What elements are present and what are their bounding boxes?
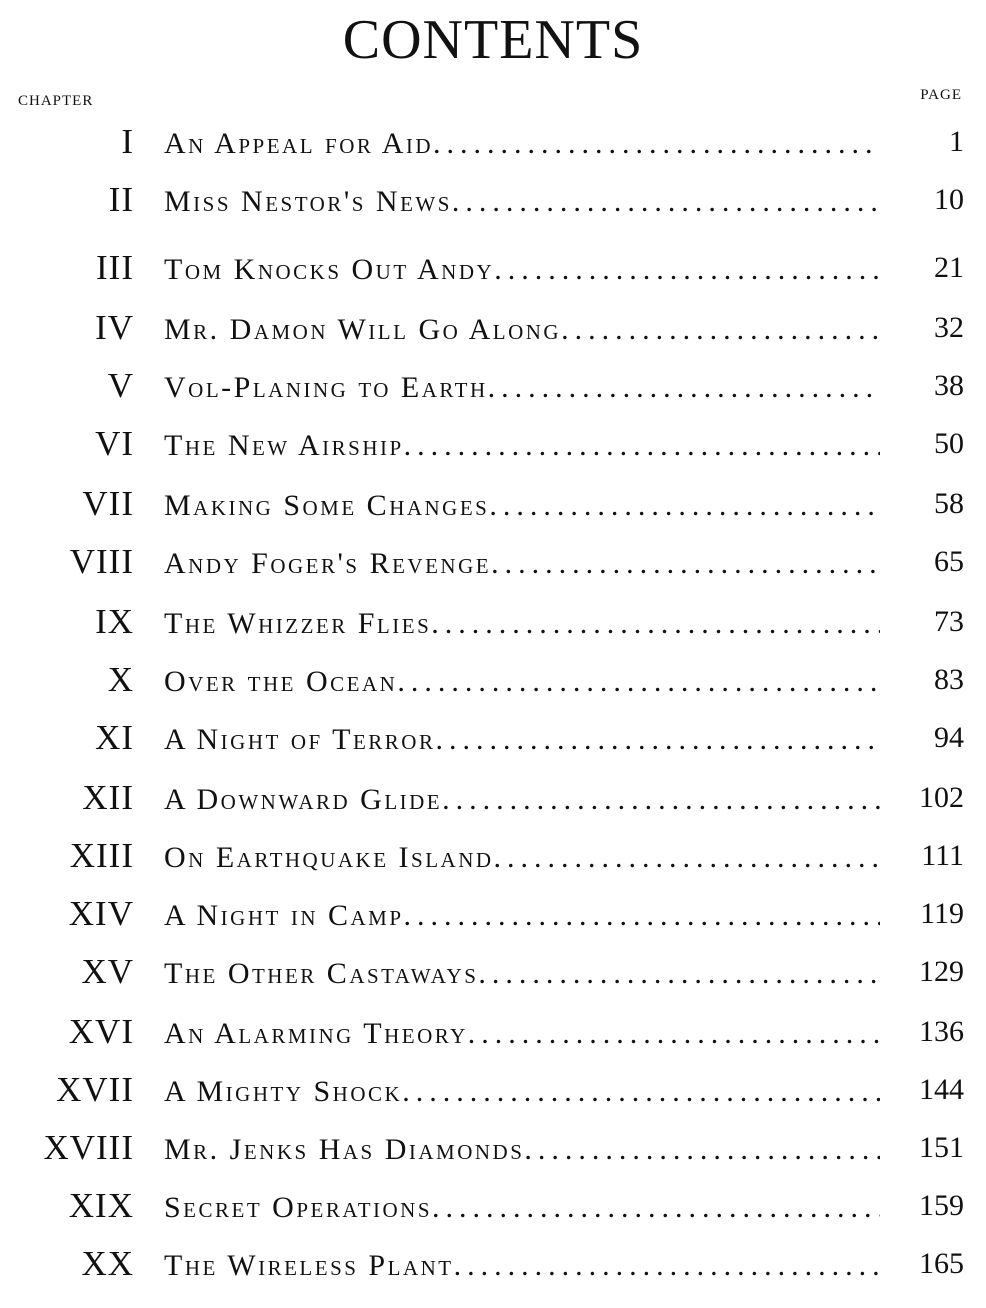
chapter-entry <box>164 896 880 936</box>
toc-row <box>0 1010 986 1054</box>
chapter-entry <box>164 780 880 820</box>
chapter-numeral: XIX <box>68 1186 134 1225</box>
dot-leader <box>432 1188 880 1228</box>
chapter-title: Secret Operations <box>164 1191 433 1224</box>
chapter-numeral: VIII <box>69 542 134 581</box>
page-number: 38 <box>934 369 964 402</box>
chapter-entry <box>164 1072 880 1112</box>
chapter-numeral: V <box>107 366 134 405</box>
dot-leader <box>454 1246 880 1286</box>
dot-leader <box>561 310 880 350</box>
chapter-entry <box>164 124 880 164</box>
page-number: 144 <box>919 1073 964 1106</box>
chapter-numeral: XIII <box>69 836 134 875</box>
page-number: 136 <box>919 1015 964 1048</box>
chapter-title: A Night in Camp <box>164 899 404 932</box>
chapter-entry <box>164 1188 880 1228</box>
chapter-entry <box>164 954 880 994</box>
page-number: 159 <box>919 1189 964 1222</box>
toc-row <box>0 834 986 878</box>
dot-leader <box>468 1014 880 1054</box>
toc-row <box>0 422 986 466</box>
page-number: 10 <box>934 183 964 216</box>
chapter-numeral: XVII <box>56 1070 134 1109</box>
dot-leader <box>402 1072 880 1112</box>
dot-leader <box>494 250 880 290</box>
dot-leader <box>489 486 880 526</box>
page-number: 83 <box>934 663 964 696</box>
page-number: 111 <box>921 839 964 872</box>
toc-row <box>0 178 986 222</box>
chapter-numeral: XVIII <box>43 1128 134 1167</box>
chapter-title: On Earthquake Island <box>164 841 494 874</box>
dot-leader <box>491 544 880 584</box>
chapter-column-header: chapter <box>18 86 94 110</box>
dot-leader <box>431 604 880 644</box>
dot-leader <box>488 368 880 408</box>
toc-row <box>0 246 986 290</box>
chapter-numeral: III <box>96 248 134 287</box>
page-number: 102 <box>919 781 964 814</box>
chapter-title: A Downward Glide <box>164 783 443 816</box>
chapter-title: A Mighty Shock <box>164 1075 403 1108</box>
chapter-numeral: IX <box>95 602 134 641</box>
toc-row <box>0 1242 986 1286</box>
page-number: 58 <box>934 487 964 520</box>
toc-row <box>0 1184 986 1228</box>
chapter-numeral: X <box>107 660 134 699</box>
chapter-entry <box>164 486 880 526</box>
dot-leader <box>442 780 880 820</box>
chapter-numeral: XVI <box>68 1012 134 1051</box>
chapter-title: An Appeal for Aid <box>164 127 434 160</box>
page-number: 94 <box>934 721 964 754</box>
chapter-title: The Wireless Plant <box>164 1249 454 1282</box>
toc-row <box>0 716 986 760</box>
chapter-numeral: XIV <box>68 894 134 933</box>
chapter-title: The Whizzer Flies <box>164 607 432 640</box>
dot-leader <box>397 662 880 702</box>
dot-leader <box>452 182 880 222</box>
chapter-numeral: I <box>121 122 134 161</box>
chapter-numeral: XI <box>95 718 134 757</box>
chapter-numeral: II <box>108 180 134 219</box>
toc-row <box>0 600 986 644</box>
chapter-entry <box>164 368 880 408</box>
toc-row <box>0 482 986 526</box>
chapter-entry <box>164 182 880 222</box>
page-column-header: page <box>920 80 962 104</box>
toc-row <box>0 892 986 936</box>
page-number: 129 <box>919 955 964 988</box>
chapter-title: Miss Nestor's News <box>164 185 452 218</box>
page-title: CONTENTS <box>342 9 644 71</box>
toc-row <box>0 776 986 820</box>
chapter-numeral: XII <box>82 778 134 817</box>
dot-leader <box>433 124 880 164</box>
page-number: 32 <box>934 311 964 344</box>
dot-leader <box>478 954 880 994</box>
toc-row <box>0 950 986 994</box>
toc-row <box>0 120 986 164</box>
page-number: 165 <box>919 1247 964 1280</box>
page-number: 73 <box>934 605 964 638</box>
dot-leader <box>524 1130 880 1170</box>
page-number: 21 <box>934 251 964 284</box>
page-number: 119 <box>920 897 964 930</box>
dot-leader <box>404 896 880 936</box>
dot-leader <box>435 720 880 760</box>
chapter-entry <box>164 426 880 466</box>
page-number: 65 <box>934 545 964 578</box>
dot-leader <box>494 838 880 878</box>
page-number: 50 <box>934 427 964 460</box>
chapter-numeral: XV <box>81 952 134 991</box>
toc-row <box>0 364 986 408</box>
chapter-numeral: IV <box>95 308 134 347</box>
chapter-title: An Alarming Theory <box>164 1017 468 1050</box>
chapter-title: Vol-Planing to Earth <box>164 371 488 404</box>
toc-row <box>0 1068 986 1112</box>
chapter-entry <box>164 662 880 702</box>
page-number: 151 <box>919 1131 964 1164</box>
chapter-entry <box>164 720 880 760</box>
toc-row <box>0 1126 986 1170</box>
toc-row <box>0 658 986 702</box>
chapter-title: Mr. Jenks Has Diamonds <box>164 1133 525 1166</box>
chapter-title: Making Some Changes <box>164 489 490 522</box>
page-number: 1 <box>949 125 964 158</box>
chapter-title: Over the Ocean <box>164 665 398 698</box>
toc-row <box>0 306 986 350</box>
chapter-title: Andy Foger's Revenge <box>164 547 492 580</box>
chapter-entry <box>164 544 880 584</box>
toc-row <box>0 540 986 584</box>
chapter-entry <box>164 1014 880 1054</box>
chapter-entry <box>164 250 880 290</box>
chapter-entry <box>164 1130 880 1170</box>
chapter-title: A Night of Terror <box>164 723 436 756</box>
chapter-title: The New Airship <box>164 429 404 462</box>
chapter-numeral: VI <box>95 424 134 463</box>
chapter-title: Mr. Damon Will Go Along <box>164 313 562 346</box>
chapter-entry <box>164 604 880 644</box>
chapter-entry <box>164 1246 880 1286</box>
chapter-entry <box>164 310 880 350</box>
chapter-numeral: VII <box>82 484 134 523</box>
chapter-title: Tom Knocks Out Andy <box>164 253 495 286</box>
chapter-title: The Other Castaways <box>164 957 479 990</box>
chapter-entry <box>164 838 880 878</box>
chapter-numeral: XX <box>81 1244 134 1283</box>
dot-leader <box>404 426 880 466</box>
